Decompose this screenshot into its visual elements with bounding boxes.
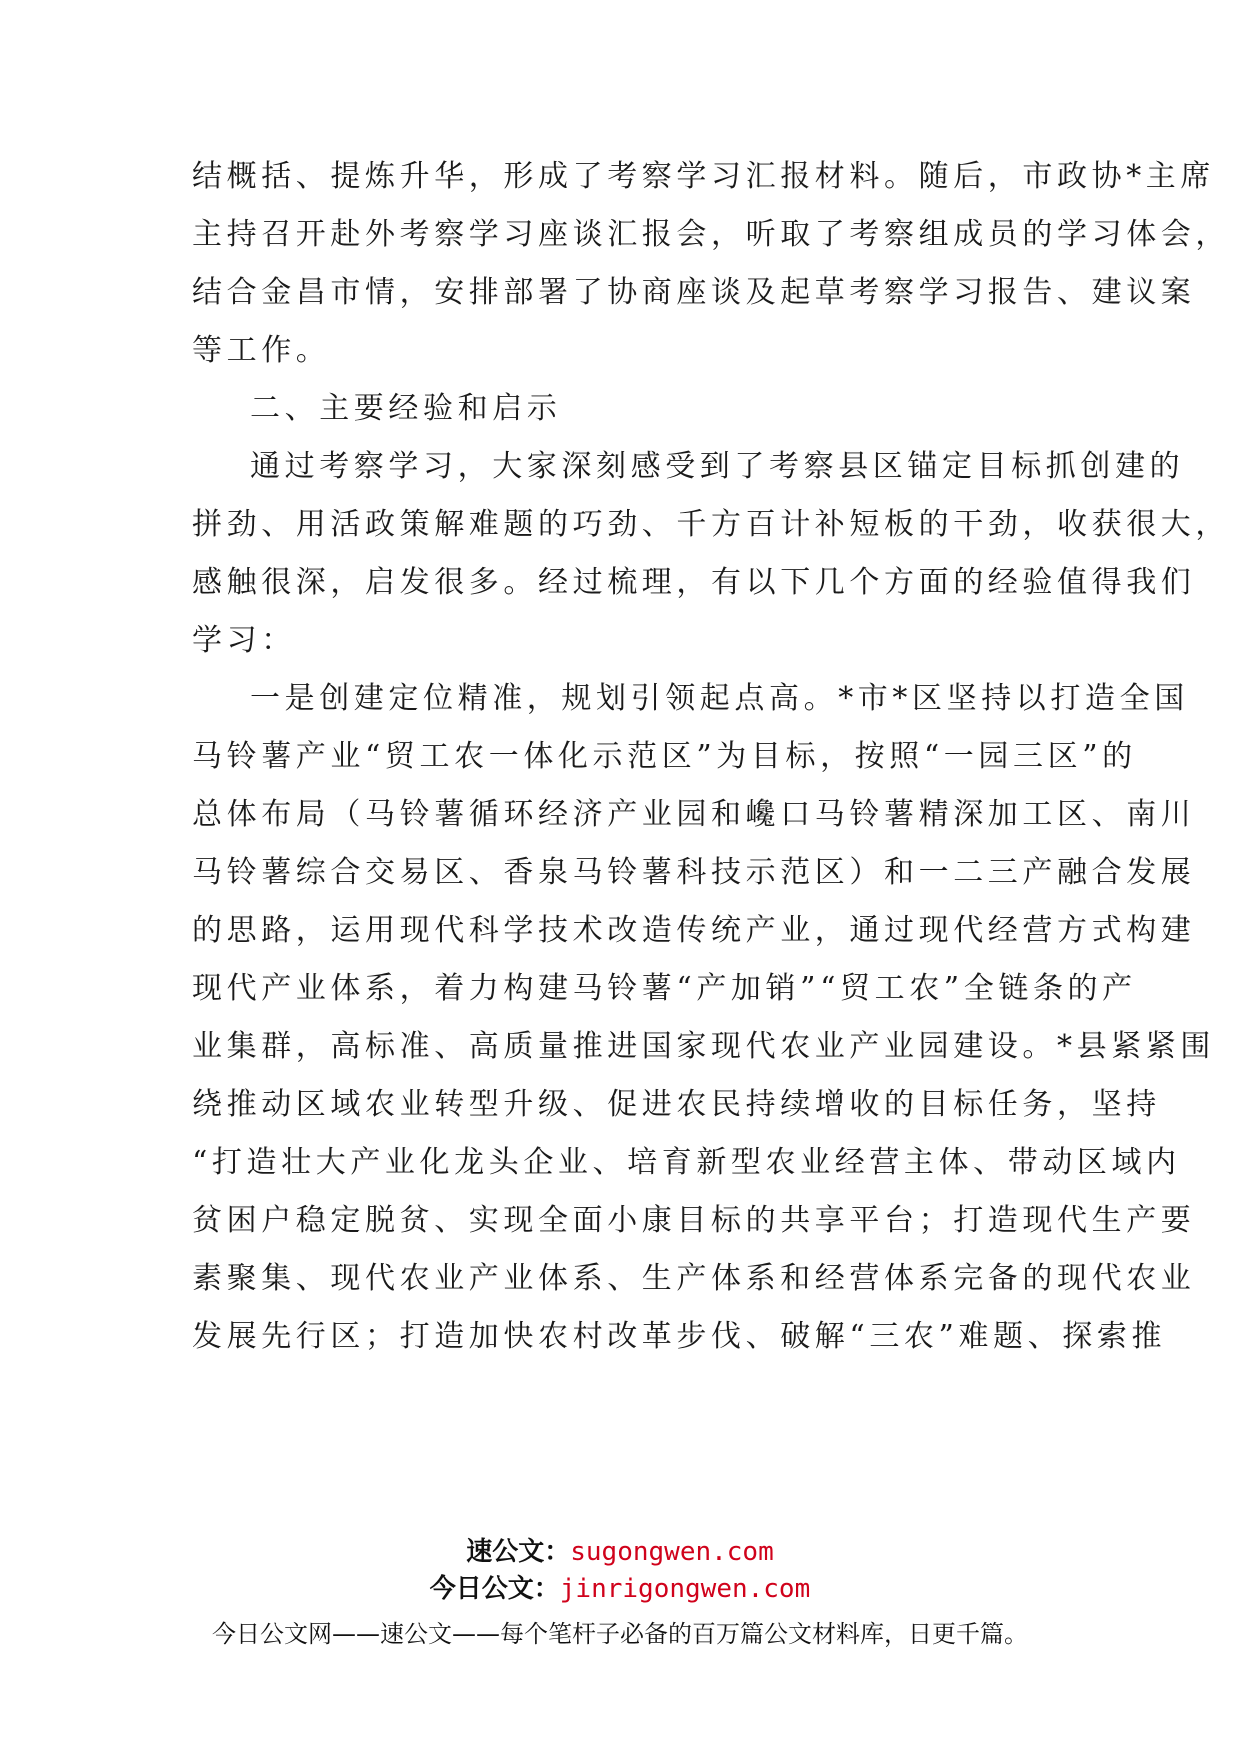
- body-line: 马铃薯综合交易区、香泉马铃薯科技示范区）和一二三产融合发展: [192, 855, 1196, 890]
- body-line: 业集群，高标准、高质量推进国家现代农业产业园建设。*县紧紧围: [192, 1029, 1215, 1064]
- body-line: 素聚集、现代农业产业体系、生产体系和经营体系完备的现代农业: [192, 1261, 1196, 1296]
- footer-label-sugongwen: 速公文：: [466, 1537, 571, 1567]
- footer-jinrigongwen: [0, 1571, 1240, 1607]
- footer-label-jinrigongwen: 今日公文：: [429, 1574, 560, 1604]
- body-line: 绕推动区域农业转型升级、促进农民持续增收的目标任务，坚持: [192, 1087, 1161, 1122]
- body-line: 总体布局（马铃薯循环经济产业园和巉口马铃薯精深加工区、南川: [192, 797, 1196, 832]
- body-line: 学习：: [192, 623, 296, 658]
- body-line: 发展先行区；打造加快农村改革步伐、破解“三农”难题、探索推: [192, 1319, 1167, 1354]
- footer-link-jinrigongwen[interactable]: jinrigongwen.com: [559, 1574, 811, 1604]
- section-heading: 二、主要经验和启示: [250, 391, 562, 426]
- body-line: 拼劲、用活政策解难题的巧劲、千方百计补短板的干劲，收获很大，: [192, 507, 1230, 542]
- body-line: “打造壮大产业化龙头企业、培育新型农业经营主体、带动区域内: [192, 1145, 1181, 1180]
- body-line: 主持召开赴外考察学习座谈汇报会，听取了考察组成员的学习体会，: [192, 217, 1230, 252]
- body-line: 马铃薯产业“贸工农一体化示范区”为目标，按照“一园三区”的: [192, 739, 1137, 774]
- body-line: 贫困户稳定脱贫、实现全面小康目标的共享平台；打造现代生产要: [192, 1203, 1196, 1238]
- body-line: 现代产业体系，着力构建马铃薯“产加销”“贸工农”全链条的产: [192, 971, 1137, 1006]
- footer-link-sugongwen[interactable]: sugongwen.com: [570, 1537, 774, 1567]
- paragraph-first-line: 一是创建定位精准，规划引领起点高。*市*区坚持以打造全国: [250, 681, 1189, 716]
- body-line: 等工作。: [192, 333, 331, 368]
- paragraph-first-line: 通过考察学习，大家深刻感受到了考察县区锚定目标抓创建的: [250, 449, 1185, 484]
- footer-sugongwen: [0, 1534, 1240, 1570]
- body-line: 结概括、提炼升华，形成了考察学习汇报材料。随后，市政协*主席: [192, 159, 1215, 194]
- footer-slogan: 今日公文网——速公文——每个笔杆子必备的百万篇公文材料库，日更千篇。: [212, 1620, 1028, 1648]
- body-line: 的思路，运用现代科学技术改造传统产业，通过现代经营方式构建: [192, 913, 1196, 948]
- body-line: 结合金昌市情，安排部署了协商座谈及起草考察学习报告、建议案: [192, 275, 1196, 310]
- body-line: 感触很深，启发很多。经过梳理，有以下几个方面的经验值得我们: [192, 565, 1196, 600]
